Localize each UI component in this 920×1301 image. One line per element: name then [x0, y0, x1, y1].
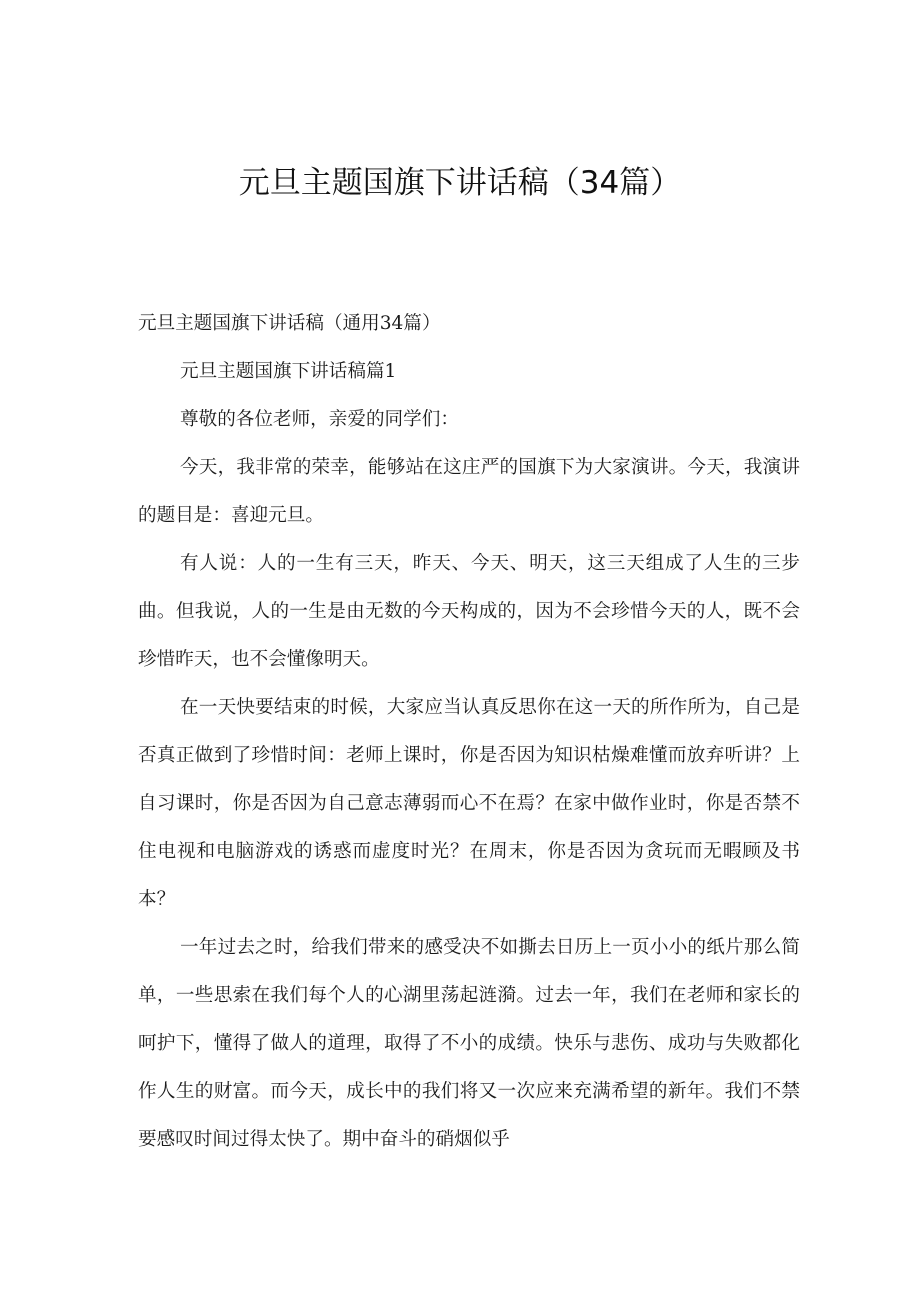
paragraph-greeting: 尊敬的各位老师，亲爱的同学们：: [180, 409, 459, 430]
document-body: [138, 300, 800, 1164]
paragraph: 一年过去之时，给我们带来的感受决不如撕去日历上一页小小的纸片那么简单，一些思索在我们每个人的心湖里荡起涟漪。过去一年，我们在老师和家长的呵护下，懂得了做人的道理，取得了不小的成绩。快乐与悲伤、成功与失败都化作人生的财富。而今天，成长中的我们将又一次应来充满希望的新年。我们不禁要感叹时间过得太快了。期中奋斗的硝烟似乎: [138, 937, 800, 1150]
document-subtitle: 元旦主题国旗下讲话稿（通用34篇）: [138, 313, 441, 334]
section-heading: 元旦主题国旗下讲话稿篇1: [180, 361, 397, 382]
document-title: 元旦主题国旗下讲话稿（34篇）: [238, 165, 682, 201]
paragraph: 今天，我非常的荣幸，能够站在这庄严的国旗下为大家演讲。今天，我演讲的题目是：喜迎元旦。: [138, 457, 800, 526]
paragraph: 有人说：人的一生有三天，昨天、今天、明天，这三天组成了人生的三步曲。但我说，人的一生是由无数的今天构成的，因为不会珍惜今天的人，既不会珍惜昨天，也不会懂像明天。: [138, 553, 800, 670]
paragraph: 在一天快要结束的时候，大家应当认真反思你在这一天的所作所为，自己是否真正做到了珍惜时间：老师上课时，你是否因为知识枯燥难懂而放弃听讲？上自习课时，你是否因为自己意志薄弱而心不在焉？在家中做作业时，你是否禁不住电视和电脑游戏的诱惑而虚度时光？在周末，你是否因为贪玩而无暇顾及书本？: [138, 697, 800, 910]
